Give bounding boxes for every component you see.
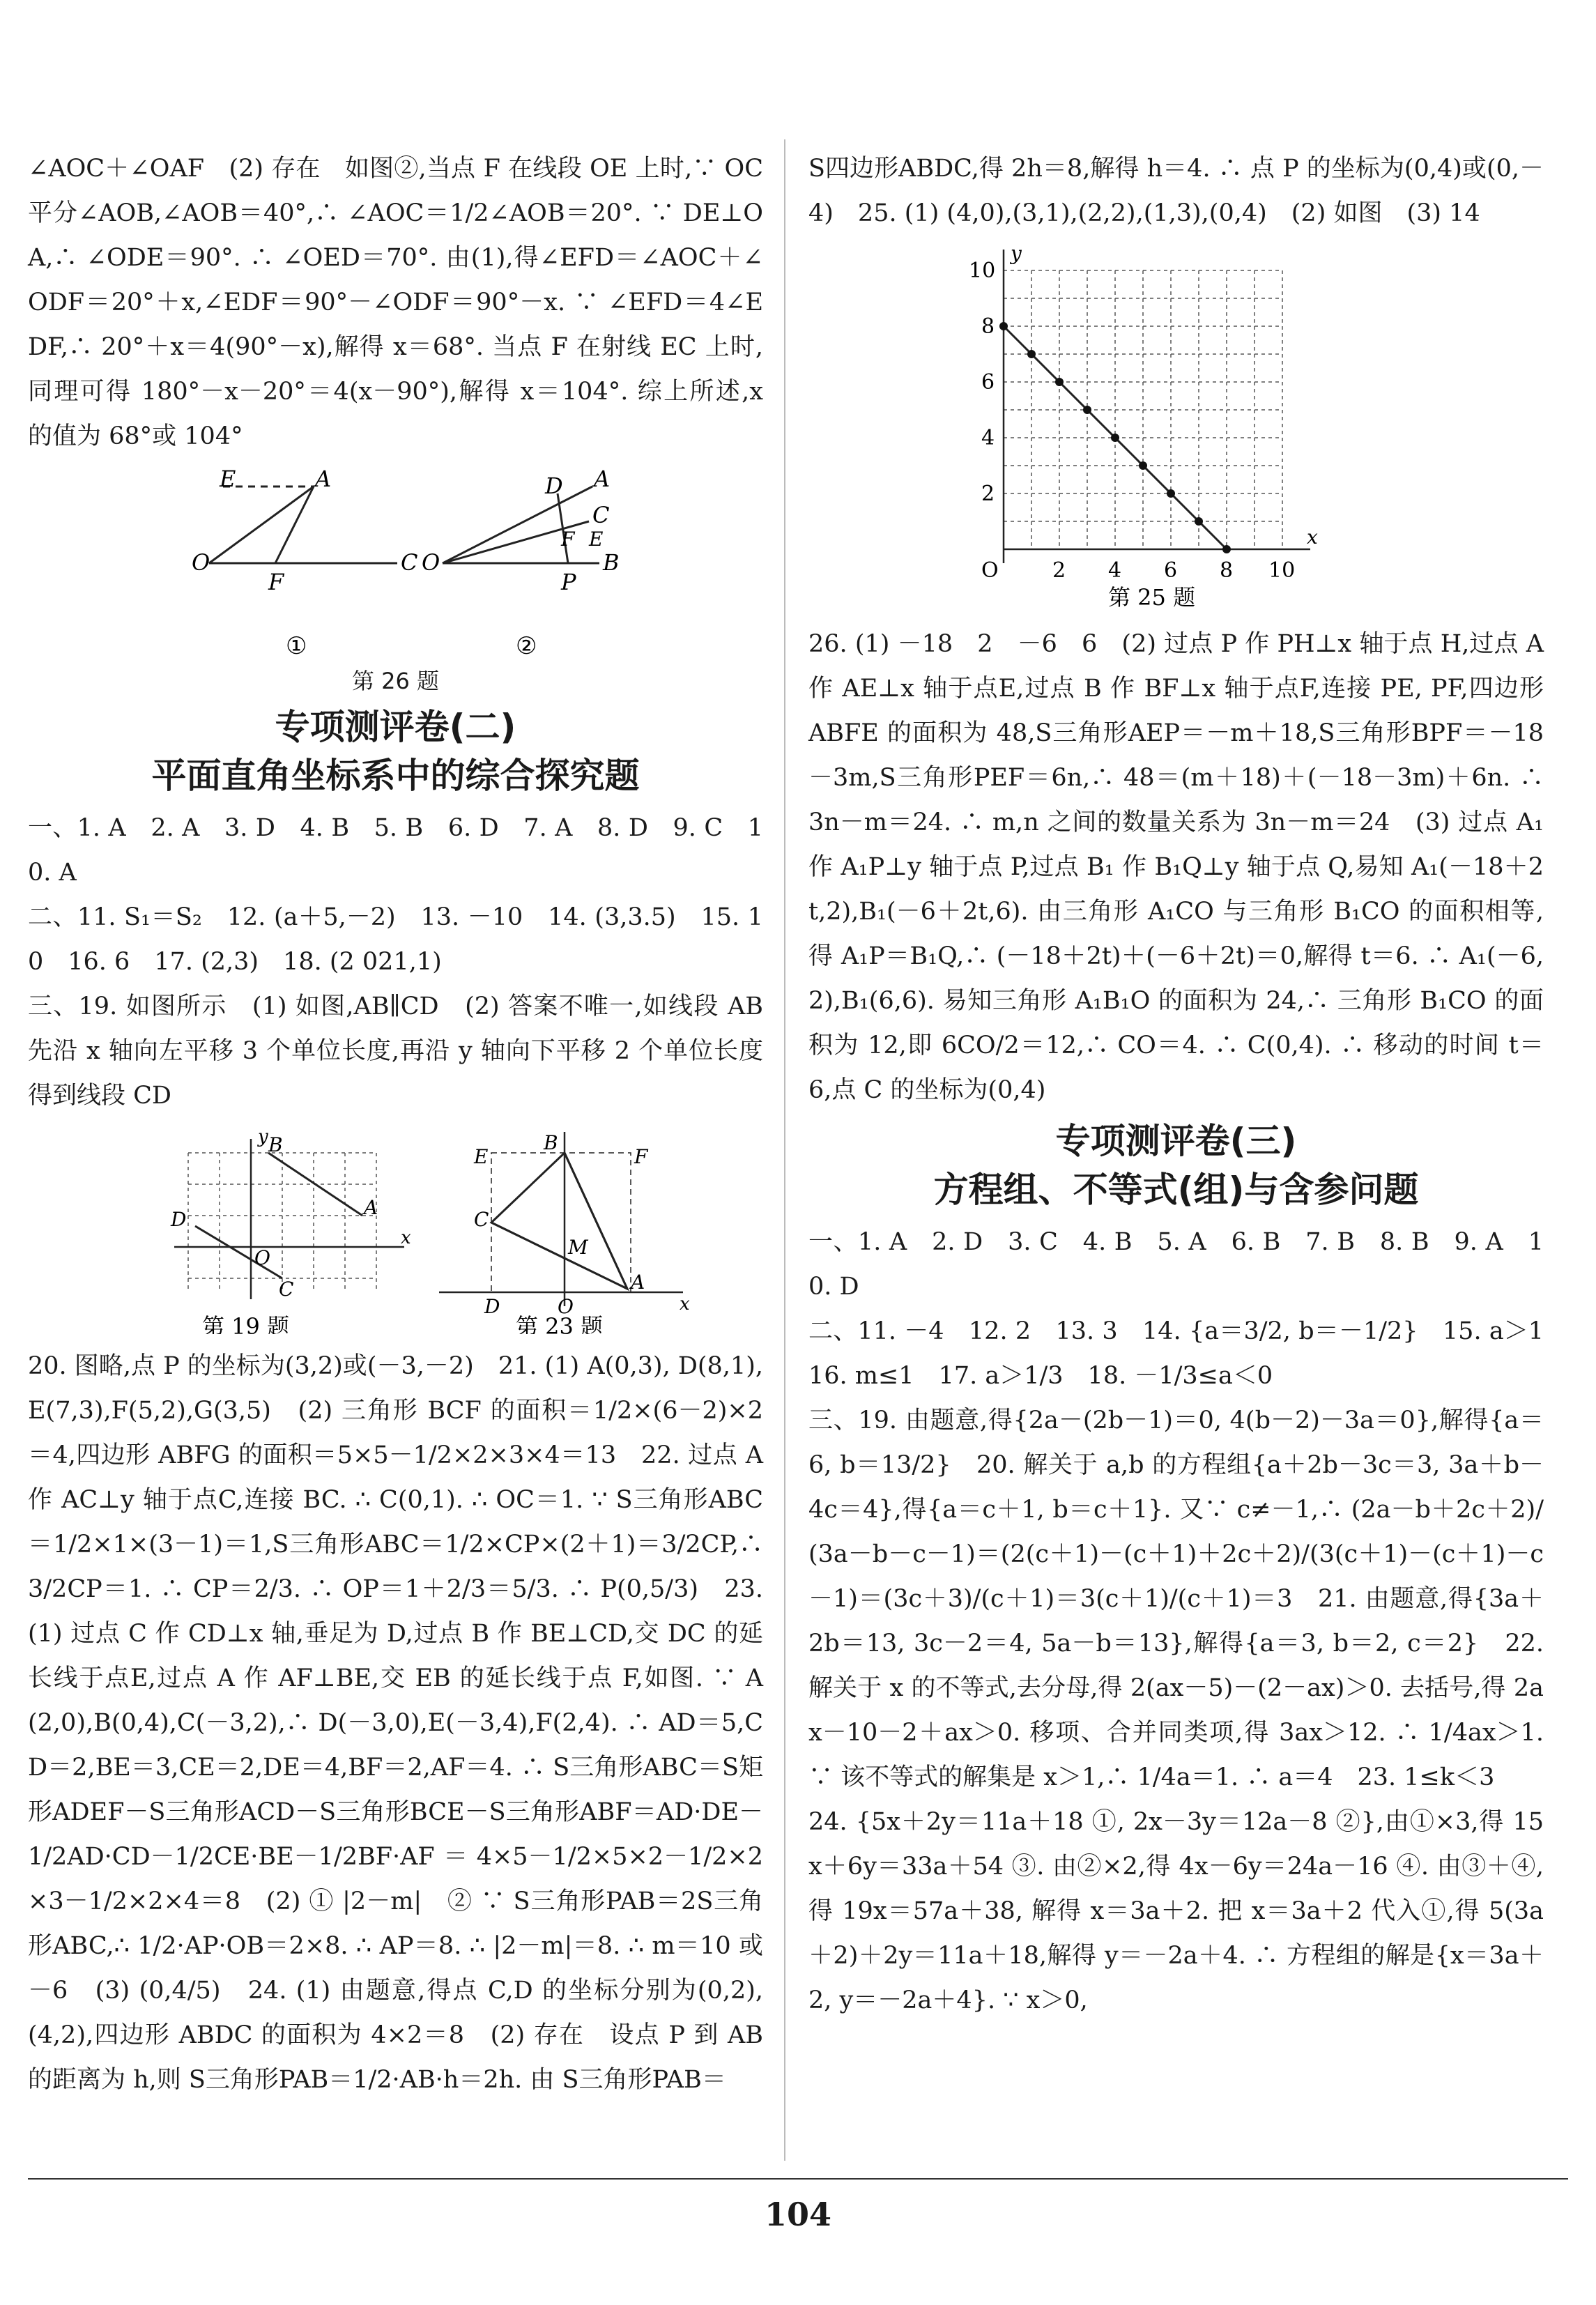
- svg-text:8: 8: [1220, 558, 1234, 583]
- svg-text:F: F: [634, 1145, 648, 1168]
- svg-text:8: 8: [981, 314, 995, 339]
- svg-text:C: C: [401, 549, 418, 576]
- svg-text:E: E: [220, 466, 236, 492]
- svg-text:A: A: [364, 1196, 378, 1219]
- svg-text:O: O: [192, 549, 210, 576]
- footer-rule: [28, 2178, 1568, 2180]
- svg-text:P: P: [561, 569, 576, 595]
- svg-text:O: O: [422, 549, 440, 576]
- svg-text:x: x: [1307, 526, 1318, 549]
- svg-text:C: C: [592, 502, 610, 528]
- s3-choice-answers: 一、1. A 2. D 3. C 4. B 5. A 6. B 7. B 8. B 9. A 10. D: [808, 1228, 1544, 1301]
- svg-text:x: x: [680, 1294, 690, 1315]
- svg-text:E: E: [589, 528, 604, 551]
- svg-text:F: F: [561, 528, 575, 551]
- figure-26: [28, 466, 763, 696]
- svg-text:y: y: [1011, 243, 1022, 265]
- svg-text:A: A: [594, 466, 611, 492]
- figure-25: [808, 243, 1544, 615]
- figure-26-diagram: [28, 466, 763, 661]
- section2-title: 专项测评卷(二): [275, 707, 516, 747]
- q24-25-solution: S四边形ABDC,得 2h＝8,解得 h＝4. ∴ 点 P 的坐标为(0,4)或(0,－4) 25. (1) (4,0),(3,1),(2,2),(1,3),(0,4) (2) 如图 (3) 14: [808, 155, 1544, 227]
- svg-text:B: B: [268, 1133, 283, 1156]
- right-column: [808, 146, 1569, 2023]
- svg-text:A: A: [315, 466, 332, 492]
- svg-text:10: 10: [969, 259, 996, 283]
- svg-text:②: ②: [516, 632, 537, 660]
- svg-text:6: 6: [981, 370, 995, 395]
- figures-19-23-diagram: [28, 1125, 763, 1334]
- svg-text:6: 6: [1164, 558, 1178, 583]
- column-divider: [784, 139, 785, 2161]
- s2-fill-answers: 二、11. S₁＝S₂ 12. (a＋5,－2) 13. －10 14. (3,3.5) 15. 10 16. 6 17. (2,3) 18. (2 021,1): [28, 903, 763, 976]
- svg-text:B: B: [544, 1131, 558, 1154]
- q26-solution-right: 26. (1) －18 2 －6 6 (2) 过点 P 作 PH⊥x 轴于点 H,过点 A 作 AE⊥x 轴于点E,过点 B 作 BF⊥x 轴于点F,连接 PE, PF,四边形 ABFE 的面积为 48,S三角形AEP＝－m＋18,S三角形BPF＝－18－3m,S三角形PEF＝6n,∴ 48＝(m＋18)＋(－18－3m)＋6n. ∴ 3n－m＝24. ∴ m,n 之间的数量关系为 3n－m＝24 (3) 过点 A₁ 作 A₁P⊥y 轴于点 P,过点 B₁ 作 B₁Q⊥y 轴于点 Q,易知 A₁(－18＋2t,2),B₁(－6＋2t,6). 由三角形 A₁CO 与三角形 B₁CO 的面积相等,得 A₁P＝B₁Q,∴ (－18＋2t)＋(－6＋2t)＝0,解得 t＝6. ∴ A₁(－6,2),B₁(6,6). 易知三角形 A₁B₁O 的面积为 24,∴ 三角形 B₁CO 的面积为 12,即 6CO/2＝12,∴ CO＝4. ∴ C(0,4). ∴ 移动的时间 t＝6,点 C 的坐标为(0,4): [808, 630, 1544, 1104]
- svg-text:D: D: [545, 473, 563, 499]
- s2-q20-24: 20. 图略,点 P 的坐标为(3,2)或(－3,－2) 21. (1) A(0,3), D(8,1),E(7,3),F(5,2),G(3,5) (2) 三角形 BCF 的面积＝1/2×(6－2)×2＝4,四边形 ABFG 的面积＝5×5－1/2×2×3×4＝13 22. 过点 A 作 AC⊥y 轴于点C,连接 BC. ∴ C(0,1). ∴ OC＝1. ∵ S三角形ABC＝1/2×1×(3－1)＝1,S三角形ABC＝1/2×CP×(2＋1)＝3/2CP,∴ 3/2CP＝1. ∴ CP＝2/3. ∴ OP＝1＋2/3＝5/3. ∴ P(0,5/3) 23. (1) 过点 C 作 CD⊥x 轴,垂足为 D,过点 B 作 BE⊥CD,交 DC 的延长线于点E,过点 A 作 AF⊥BE,交 EB 的延长线于点 F,如图. ∵ A(2,0),B(0,4),C(－3,2),∴ D(－3,0),E(－3,4),F(2,4). ∴ AD＝5,CD＝2,BE＝3,CE＝2,DE＝4,BF＝2,AF＝4. ∴ S三角形ABC＝S矩形ADEF－S三角形ACD－S三角形BCE－S三角形ABF＝AD·DE－1/2AD·CD－1/2CE·BE－1/2BF·AF＝4×5－1/2×5×2－1/2×2×3－1/2×2×4＝8 (2) ① |2－m| ② ∵ S三角形PAB＝2S三角形ABC,∴ 1/2·AP·OB＝2×8. ∴ AP＝8. ∴ |2－m|＝8. ∴ m＝10 或－6 (3) (0,4/5) 24. (1) 由题意,得点 C,D 的坐标分别为(0,2),(4,2),四边形 ABDC 的面积为 4×2＝8 (2) 存在 设点 P 到 AB 的距离为 h,则 S三角形PAB＝1/2·AB·h＝2h. 由 S三角形PAB＝: [28, 1352, 763, 2094]
- s2-choice-answers: 一、1. A 2. A 3. D 4. B 5. B 6. D 7. A 8. D 9. C 10. A: [28, 814, 763, 887]
- svg-text:M: M: [568, 1236, 588, 1259]
- svg-text:x: x: [401, 1227, 411, 1248]
- svg-text:4: 4: [981, 426, 995, 450]
- svg-text:C: C: [279, 1278, 294, 1301]
- svg-text:第 25 题: 第 25 题: [1108, 584, 1196, 611]
- svg-text:第 19 题: 第 19 题: [202, 1313, 290, 1334]
- svg-text:2: 2: [981, 482, 995, 506]
- svg-text:第 23 题: 第 23 题: [516, 1313, 604, 1334]
- svg-text:10: 10: [1268, 558, 1296, 583]
- s2-q19: 三、19. 如图所示 (1) 如图,AB∥CD (2) 答案不唯一,如线段 AB 先沿 x 轴向左平移 3 个单位长度,再沿 y 轴向下平移 2 个单位长度得到线段 CD: [28, 993, 763, 1110]
- svg-text:F: F: [268, 569, 284, 595]
- section2-subtitle: 平面直角坐标系中的综合探究题: [151, 756, 640, 796]
- left-column: [28, 146, 763, 2102]
- figure-25-diagram: [808, 243, 1544, 612]
- svg-text:O: O: [558, 1295, 574, 1318]
- s3-fill-answers: 二、11. －4 12. 2 13. 3 14. {a＝3/2, b＝－1/2} 15. a＞1 16. m≤1 17. a＞1/3 18. －1/3≤a＜0: [808, 1317, 1569, 1390]
- svg-text:B: B: [603, 549, 620, 576]
- s3-q24: 24. {5x＋2y＝11a＋18 ①, 2x－3y＝12a－8 ②},由①×3,得 15x＋6y＝33a＋54 ③. 由②×2,得 4x－6y＝24a－16 ④. 由③＋④,得 19x＝57a＋38, 解得 x＝3a＋2. 把 x＝3a＋2 代入①,得 5(3a＋2)＋2y＝11a＋18,解得 y＝－2a＋4. ∴ 方程组的解是{x＝3a＋2, y＝－2a＋4}. ∵ x＞0,: [808, 1808, 1544, 2014]
- svg-text:C: C: [474, 1208, 489, 1231]
- svg-text:O: O: [981, 558, 999, 583]
- figure-26-caption: 第 26 题: [351, 668, 440, 694]
- svg-text:D: D: [484, 1295, 500, 1318]
- q26-solution: ∠AOC＋∠OAF (2) 存在 如图②,当点 F 在线段 OE 上时,∵ OC 平分∠AOB,∠AOB＝40°,∴ ∠AOC＝1/2∠AOB＝20°. ∵ DE⊥OA,∴ ∠ODE＝90°. ∴ ∠OED＝70°. 由(1),得∠EFD＝∠AOC＋∠ODF＝20°＋x,∠EDF＝90°－∠ODF＝90°－x. ∵ ∠EFD＝4∠EDF,∴ 20°＋x＝4(90°－x),解得 x＝68°. 当点 F 在射线 EC 上时,同理可得 180°－x－20°＝4(x－90°),解得 x＝104°. 综上所述,x 的值为 68°或 104°: [28, 155, 763, 450]
- page-number: 104: [764, 2196, 832, 2233]
- svg-text:D: D: [171, 1208, 187, 1231]
- svg-text:2: 2: [1052, 558, 1066, 583]
- s3-q19-23: 三、19. 由题意,得{2a－(2b－1)＝0, 4(b－2)－3a＝0},解得{a＝6, b＝13/2} 20. 解关于 a,b 的方程组{a＋2b－3c＝3, 3a＋b－4c＝4},得{a＝c＋1, b＝c＋1}. 又∵ c≠－1,∴ (2a－b＋2c＋2)/(3a－b－c－1)＝(2(c＋1)－(c＋1)＋2c＋2)/(3(c＋1)－(c＋1)－c－1)＝(3c＋3)/(c＋1)＝3(c＋1)/(c＋1)＝3 21. 由题意,得{3a＋2b＝13, 3c－2＝4, 5a－b＝13},解得{a＝3, b＝2, c＝2} 22. 解关于 x 的不等式,去分母,得 2(ax－5)－(2－ax)＞0. 去括号,得 2ax－10－2＋ax＞0. 移项、合并同类项,得 3ax＞12. ∴ 1/4ax＞1. ∵ 该不等式的解集是 x＞1,∴ 1/4a＝1. ∴ a＝4 23. 1≤k＜3: [808, 1407, 1544, 1791]
- section3-title: 专项测评卷(三): [1055, 1121, 1297, 1161]
- svg-text:①: ①: [286, 632, 307, 660]
- svg-text:4: 4: [1108, 558, 1122, 583]
- figures-19-23: [28, 1125, 763, 1337]
- svg-text:y: y: [258, 1126, 268, 1147]
- section3-subtitle: 方程组、不等式(组)与含参问题: [933, 1170, 1419, 1210]
- svg-text:O: O: [254, 1246, 270, 1269]
- svg-text:E: E: [474, 1145, 489, 1168]
- svg-text:A: A: [631, 1271, 645, 1294]
